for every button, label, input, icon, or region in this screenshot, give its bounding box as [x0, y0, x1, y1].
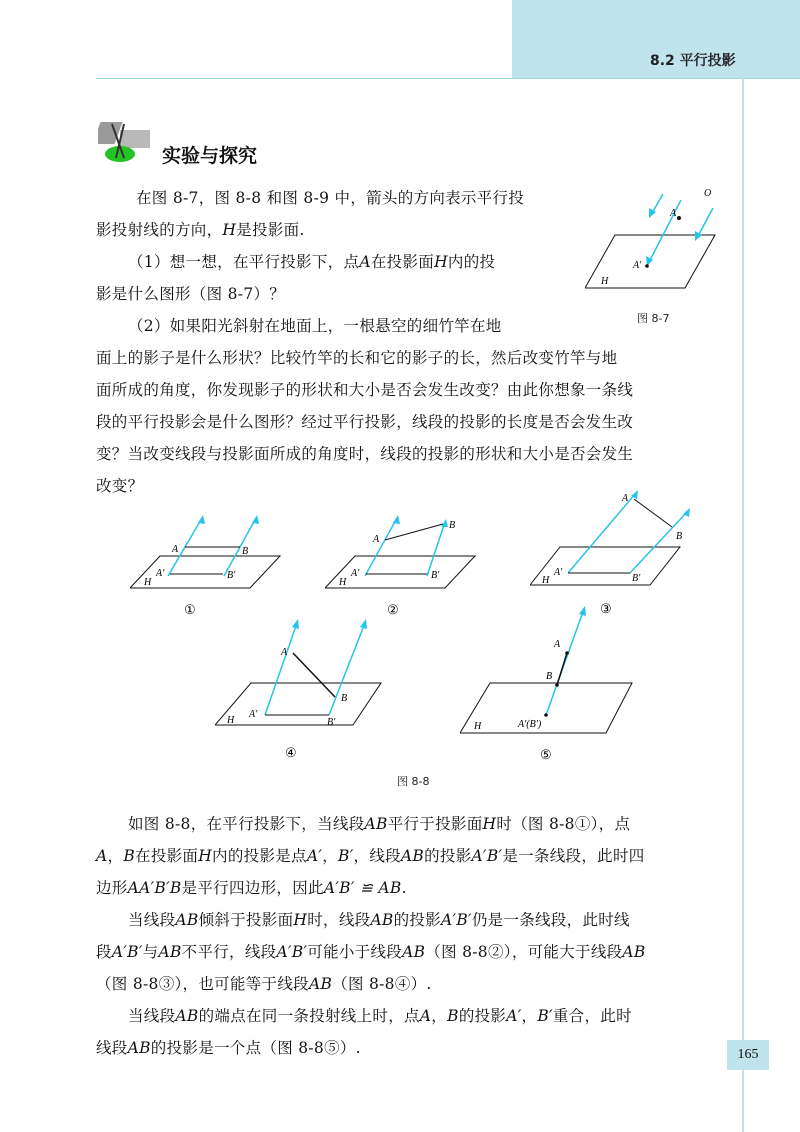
paragraph-3-line-3: 面所成的角度，你发现影子的形状和大小是否会发生改变？由此你想象一条线 — [96, 381, 634, 399]
p3-label-B: B — [676, 531, 683, 542]
fig87-label-O: O — [704, 188, 712, 199]
figure-8-8-panel-2 — [325, 510, 485, 620]
paragraph-4-line-3: 边形AA′B′B是平行四边形，因此A′B′ ≌ AB. — [96, 879, 407, 897]
fig87-label-A1: A′ — [633, 260, 642, 271]
p4-label-A1: A′ — [249, 709, 258, 720]
p3-label-A1: A′ — [554, 567, 563, 578]
paragraph-3-line-4: 段的平行投影会是什么图形？经过平行投影，线段的投影的长度是否会发生改 — [96, 413, 634, 431]
paragraph-5-line-3: （图 8-8③），也可能等于线段AB（图 8-8④）. — [96, 975, 432, 993]
figure-8-8-caption: 图 8-8 — [397, 775, 430, 788]
p3-label-A: A — [622, 493, 629, 504]
p2-label-H: H — [339, 577, 347, 588]
p5-label-H: H — [474, 721, 482, 732]
fig87-label-H: H — [601, 276, 609, 287]
page-number: 165 — [727, 1040, 769, 1070]
p5-label-A: A — [554, 639, 561, 650]
p3-label-H: H — [542, 575, 550, 586]
p4-label-A: A — [281, 647, 288, 658]
p1-label-A1: A′ — [156, 568, 165, 579]
paragraph-5-line-2: 段A′B′与AB不平行，线段A′B′可能小于线段AB（图 8-8②），可能大于线段AB — [96, 943, 646, 961]
experiment-icon — [98, 118, 158, 168]
panel-number-4: ④ — [285, 745, 297, 760]
paragraph-3-line-6: 改变？ — [96, 477, 144, 495]
paragraph-3-line-5: 变？当改变线段与投影面所成的角度时，线段的投影的形状和大小是否会发生 — [96, 445, 634, 463]
paragraph-2-line-2: 影是什么图形（图 8-7）？ — [96, 285, 286, 303]
figure-8-7 — [585, 180, 735, 300]
p5-label-A1B1: A′(B′) — [518, 719, 542, 730]
p4-label-H: H — [227, 715, 235, 726]
panel-number-2: ② — [387, 602, 399, 617]
paragraph-5-line-1: 当线段AB倾斜于投影面H时，线段AB的投影A′B′仍是一条线段，此时线 — [128, 911, 630, 929]
figure-8-8-panel-5 — [460, 605, 640, 765]
paragraph-1-line-1: 在图 8-7，图 8-8 和图 8-9 中，箭头的方向表示平行投 — [136, 189, 525, 207]
p2-label-B1: B′ — [431, 570, 440, 581]
p1-label-A: A — [172, 544, 179, 555]
p1-label-B: B — [242, 546, 249, 557]
paragraph-6-line-1: 当线段AB的端点在同一条投射线上时，点A，B的投影A′，B′重合，此时 — [128, 1007, 632, 1025]
figure-8-7-caption: 图 8-7 — [637, 312, 670, 325]
figure-8-8-panel-1 — [130, 510, 290, 620]
p3-label-B1: B′ — [632, 573, 641, 584]
panel-number-5: ⑤ — [540, 747, 552, 762]
p2-label-A1: A′ — [351, 568, 360, 579]
paragraph-6-line-2: 线段AB的投影是一个点（图 8-8⑤）. — [96, 1039, 361, 1057]
paragraph-3-line-2: 面上的影子是什么形状？比较竹竿的长和它的影子的长，然后改变竹竿与地 — [96, 349, 618, 367]
paragraph-4-line-2: A，B在投影面H内的投影是点A′，B′，线段AB的投影A′B′是一条线段，此时四 — [96, 847, 645, 865]
running-header: 8.2 平行投影 — [650, 53, 736, 69]
paragraph-3-line-1: （2）如果阳光斜射在地面上，一根悬空的细竹竿在地 — [128, 317, 502, 335]
paragraph-1-line-2: 影投射线的方向，H是投影面. — [96, 221, 305, 239]
paragraph-2-line-1: （1）想一想，在平行投影下，点A在投影面H内的投 — [128, 253, 496, 271]
p5-label-B: B — [546, 671, 553, 682]
p1-label-H: H — [144, 577, 152, 588]
fig87-label-A: A — [670, 208, 677, 219]
p4-label-B: B — [341, 693, 348, 704]
figure-8-8-panel-4 — [215, 605, 395, 765]
panel-number-3: ③ — [600, 601, 612, 616]
panel-number-1: ① — [184, 602, 196, 617]
p4-label-B1: B′ — [327, 717, 336, 728]
paragraph-4-line-1: 如图 8-8，在平行投影下，当线段AB平行于投影面H时（图 8-8①），点 — [128, 815, 631, 833]
p1-label-B1: B′ — [227, 570, 236, 581]
p2-label-B: B — [449, 520, 456, 531]
header-rule — [96, 78, 800, 79]
margin-rule — [742, 78, 744, 1132]
p2-label-A: A — [373, 534, 380, 545]
section-title: 实验与探究 — [162, 145, 258, 167]
figure-8-8-panel-3 — [530, 485, 710, 625]
